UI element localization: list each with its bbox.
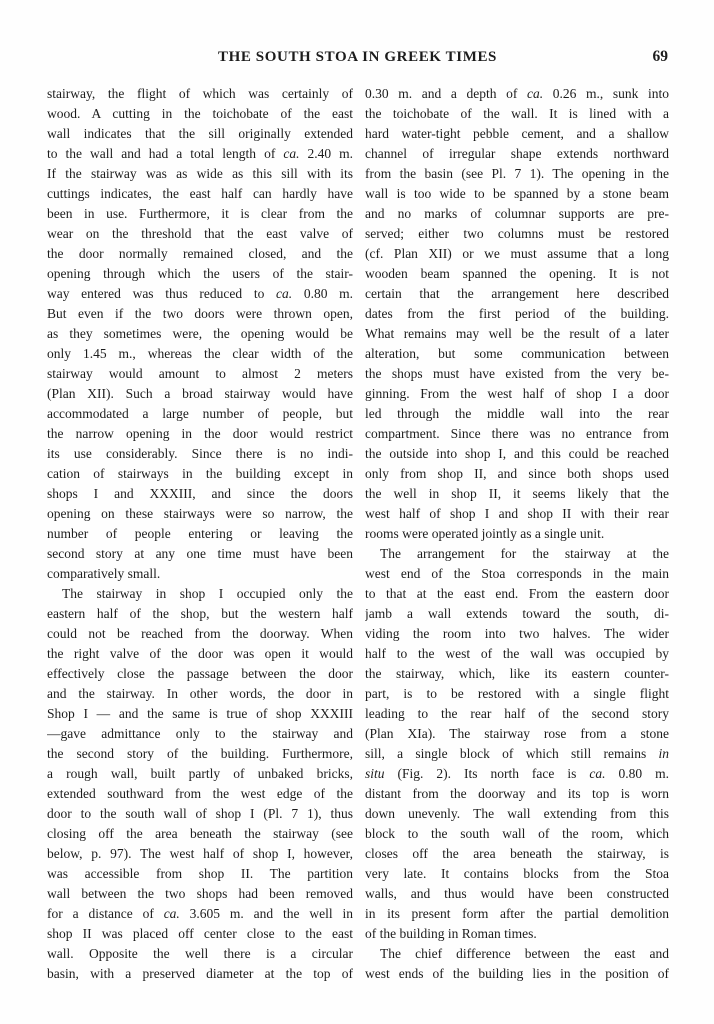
text-line: half to the west of the wall was occupied by — [365, 646, 669, 661]
text-line: to that at the east end. From the eastern door — [365, 586, 669, 601]
text-line: to the wall and had a total length of ca. 2.40 m. — [47, 146, 353, 161]
paragraph — [365, 944, 669, 984]
text-line: below, p. 97). The west half of shop I, however, — [47, 846, 353, 861]
text-line: closing off the area beneath the stairway (see — [47, 826, 353, 841]
text-line: The chief difference between the east and — [380, 946, 669, 961]
page-number: 69 — [652, 48, 668, 65]
running-head — [47, 47, 668, 67]
text-line: walls, and thus would have been constructed — [365, 886, 669, 901]
text-line: What remains may well be the result of a later — [365, 326, 669, 341]
text-line: number of people entering or leaving the — [47, 526, 353, 541]
column-left — [47, 84, 353, 984]
text-line: and the stairway. In other words, the door in — [47, 686, 353, 701]
text-line: comparatively small. — [47, 566, 161, 581]
text-line: could not be reached from the doorway. When — [47, 626, 353, 641]
text-line: the door normally remained closed, and the — [47, 246, 353, 261]
text-line: closes off the area beneath the stairway, is — [365, 846, 669, 861]
text-line: situ (Fig. 2). Its north face is ca. 0.80 m. — [365, 766, 669, 781]
text-line: a rough wall, built partly of unbaked bricks, — [47, 766, 353, 781]
text-line: the stairway, which, like its eastern counter- — [365, 666, 669, 681]
text-line: was accessible from shop II. The partition — [47, 866, 353, 881]
text-line: down unevenly. The wall extending from this — [365, 806, 669, 821]
text-line: wall. Opposite the well there is a circular — [47, 946, 353, 961]
text-line: certain that the arrangement here described — [365, 286, 669, 301]
text-line: west half of shop I and shop II with their rear — [365, 506, 669, 521]
text-line: eastern half of the shop, but the western half — [47, 606, 353, 621]
text-line: wear on the threshold that the east valve of — [47, 226, 353, 241]
text-line: rooms were operated jointly as a single unit. — [365, 526, 605, 541]
text-line: opening through which the users of the stair- — [47, 266, 353, 281]
text-line: compartment. Since there was no entrance from — [365, 426, 669, 441]
text-line: —gave admittance only to the stairway and — [47, 726, 353, 741]
text-line: the narrow opening in the door would restrict — [47, 426, 353, 441]
text-line: the well in shop II, it seems likely that the — [365, 486, 669, 501]
text-line: Shop I — and the same is true of shop XXXIII — [47, 706, 353, 721]
text-line: (cf. Plan XII) or we must assume that a long — [365, 246, 669, 261]
text-line: west end of the Stoa corresponds in the main — [365, 566, 669, 581]
text-line: the right valve of the door was open it would — [47, 646, 353, 661]
text-line: wall between the two shops had been removed — [47, 886, 353, 901]
text-line: opening on these stairways were so narrow, the — [47, 506, 353, 521]
page-title: THE SOUTH STOA IN GREEK TIMES — [217, 49, 497, 65]
text-line: channel of irregular shape extends northward — [365, 146, 669, 161]
paragraph — [47, 84, 353, 584]
text-line: second story at any one time must have been — [47, 546, 353, 561]
text-line: But even if the two doors were thrown open, — [47, 306, 353, 321]
text-line: block to the south wall of the room, which — [365, 826, 669, 841]
text-line: for a distance of ca. 3.605 m. and the well in — [47, 906, 353, 921]
text-line: sill, a single block of which still remains in — [365, 746, 669, 761]
text-line: the second story of the building. Furthermore, — [47, 746, 353, 761]
text-line: stairway, the flight of which was certainly of — [47, 86, 353, 101]
paragraph — [47, 584, 353, 984]
text-line: ginning. From the west half of shop I a door — [365, 386, 669, 401]
text-line: in its present form after the partial demolition — [365, 906, 669, 921]
text-line: basin, with a preserved diameter at the top of — [47, 966, 353, 981]
text-line: wood. A cutting in the toichobate of the east — [47, 106, 353, 121]
text-line: 0.30 m. and a depth of ca. 0.26 m., sunk into — [365, 86, 669, 101]
text-line: only 1.45 m., whereas the clear width of the — [47, 346, 353, 361]
text-line: If the stairway was as wide as this sill with its — [47, 166, 353, 181]
text-line: dates from the first period of the building. — [365, 306, 669, 321]
text-line: effectively close the passage between the door — [47, 666, 353, 681]
text-line: only from shop II, and since both shops used — [365, 466, 669, 481]
text-line: extended southward from the west edge of the — [47, 786, 353, 801]
text-line: shop II was placed off center close to the east — [47, 926, 353, 941]
column-right — [365, 84, 669, 984]
text-line: accommodated a large number of people, but — [47, 406, 353, 421]
text-line: the shops must have existed from the very be- — [365, 366, 669, 381]
text-line: shops I and XXXIII, and since the doors — [47, 486, 353, 501]
text-line: the outside into shop I, and this could be reached — [365, 446, 669, 461]
text-line: way entered was thus reduced to ca. 0.80 m. — [47, 286, 353, 301]
text-line: hard water-tight pebble cement, and a shallow — [365, 126, 669, 141]
text-line: of the building in Roman times. — [365, 926, 537, 941]
text-line: as they sometimes were, the opening would be — [47, 326, 353, 341]
text-line: its use considerably. Since there is no indi- — [47, 446, 353, 461]
text-line: cuttings indicates, the east half can hardly have — [47, 186, 353, 201]
text-line: The stairway in shop I occupied only the — [62, 586, 353, 601]
text-line: (Plan XII). Such a broad stairway would have — [47, 386, 353, 401]
text-line: The arrangement for the stairway at the — [380, 546, 669, 561]
text-line: served; either two columns must be restored — [365, 226, 669, 241]
text-line: part, is to be restored with a single flight — [365, 686, 669, 701]
text-line: (Plan XIa). The stairway rose from a stone — [365, 726, 669, 741]
paragraph — [365, 544, 669, 944]
text-line: very late. It contains blocks from the Stoa — [365, 866, 669, 881]
text-line: wooden beam spanned the opening. It is not — [365, 266, 669, 281]
text-line: door to the south wall of shop I (Pl. 7 1), thus — [47, 806, 353, 821]
text-line: wall is too wide to be spanned by a stone beam — [365, 186, 669, 201]
text-line: stairway would amount to almost 2 meters — [47, 366, 353, 381]
paragraph — [365, 84, 669, 544]
text-line: jamb a wall extends toward the south, di- — [365, 606, 669, 621]
text-line: from the basin (see Pl. 7 1). The opening in the — [365, 166, 669, 181]
text-line: alteration, but some communication between — [365, 346, 669, 361]
text-line: the toichobate of the wall. It is lined with a — [365, 106, 669, 121]
text-line: cation of stairways in the building except in — [47, 466, 353, 481]
text-line: west ends of the building lies in the position of — [365, 966, 669, 981]
text-line: distant from the doorway and its top is worn — [365, 786, 669, 801]
text-line: been in use. Furthermore, it is clear from the — [47, 206, 353, 221]
text-line: and no marks of columnar supports are pre- — [365, 206, 669, 221]
text-line: leading to the rear half of the second story — [365, 706, 669, 721]
text-line: viding the room into two halves. The wider — [365, 626, 669, 641]
text-line: led through the middle wall into the rear — [365, 406, 669, 421]
text-line: wall indicates that the sill originally extended — [47, 126, 353, 141]
